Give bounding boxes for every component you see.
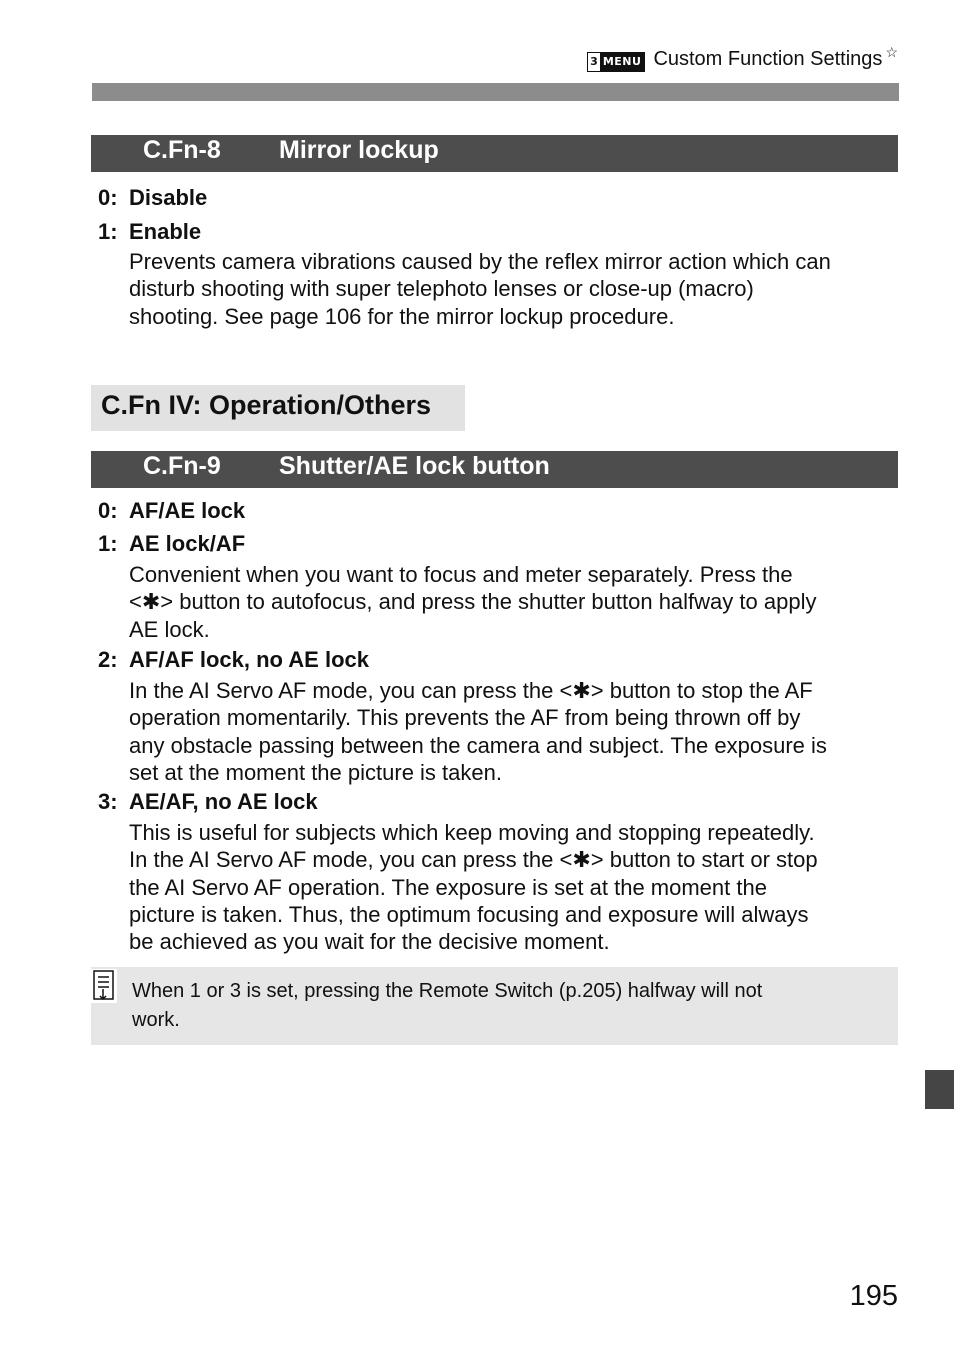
option-label: AF/AE lock [129,498,246,523]
option-label: AF/AF lock, no AE lock [129,647,369,672]
section-title: C.Fn IV: Operation/Others [101,390,432,420]
star-icon: ☆ [885,44,898,60]
cfn9-name: Shutter/AE lock button [279,452,550,480]
thumb-index-tab [925,1070,954,1109]
cfn8-option-1 [98,219,201,245]
cfn8-code: C.Fn-8 [143,136,221,164]
page-number: 195 [849,1280,898,1312]
option-label: AE/AF, no AE lock [129,789,318,814]
cfn9-code: C.Fn-9 [143,452,221,480]
desc-line: set at the moment the picture is taken. [129,759,502,785]
cfn9-option-0 [98,498,245,524]
cfn9-option-2-description [129,677,899,786]
note-line: When 1 or 3 is set, pressing the Remote Switch (p.205) halfway will not [132,980,763,1002]
option-number: 2: [98,647,118,672]
cfn9-title-bar [91,451,898,488]
section-heading [91,385,465,431]
desc-line [129,677,899,704]
desc-text: > button to start or stop [590,847,818,873]
running-header [587,44,898,72]
desc-line: operation momentarily. This prevents the AF from being thrown off by [129,705,801,731]
desc-text: In the AI Servo AF mode, you can press the < [129,847,573,873]
desc-line [129,846,899,873]
option-number: 3: [98,789,118,814]
cfn8-title-bar [91,135,898,172]
option-label: Disable [129,185,208,210]
cfn9-option-2 [98,647,369,673]
option-number: 0: [98,498,118,523]
desc-line: be achieved as you wait for the decisive moment. [129,929,610,955]
desc-text: < [129,589,142,615]
desc-text: > button to autofocus, and press the shutter button halfway to apply [160,589,817,615]
cfn9-option-1-description [129,561,899,643]
option-label: AE lock/AF [129,531,246,556]
menu-tab-number: 3 [588,53,600,71]
option-label: Enable [129,219,202,244]
menu-tab-icon [587,52,645,72]
note-text [132,977,762,1035]
cfn8-option-1-description [129,248,899,330]
menu-label: MENU [600,53,645,71]
cfn9-option-3-description [129,819,899,955]
cfn8-name: Mirror lockup [279,136,439,164]
desc-text: In the AI Servo AF mode, you can press the < [129,678,573,703]
desc-line: This is useful for subjects which keep moving and stopping repeatedly. [129,820,815,845]
desc-line: Prevents camera vibrations caused by the reflex mirror action which can [129,249,831,274]
memo-icon [91,969,117,1008]
af-start-icon: ✱ [572,847,591,873]
desc-line [129,588,899,615]
note-box [91,967,898,1045]
desc-line: the AI Servo AF operation. The exposure is set at the moment the [129,874,767,900]
cfn8-option-0 [98,185,207,211]
note-line: work. [132,1009,180,1031]
cfn9-option-3 [98,789,318,815]
option-number: 0: [98,185,118,210]
af-start-icon: ✱ [572,678,591,703]
desc-line: shooting. See page 106 for the mirror lockup procedure. [129,303,675,329]
desc-line: disturb shooting with super telephoto lenses or close-up (macro) [129,276,754,302]
option-number: 1: [98,219,118,244]
desc-line: AE lock. [129,616,210,642]
desc-line: Convenient when you want to focus and meter separately. Press the [129,562,793,587]
af-start-icon: ✱ [141,589,161,615]
desc-line: picture is taken. Thus, the optimum focusing and exposure will always [129,901,809,927]
header-rule [92,83,899,101]
option-number: 1: [98,531,118,556]
desc-line: any obstacle passing between the camera and subject. The exposure is [129,732,827,758]
cfn9-option-1 [98,531,245,557]
desc-text: > button to stop the AF [590,678,813,703]
header-title: Custom Function Settings [653,48,883,70]
